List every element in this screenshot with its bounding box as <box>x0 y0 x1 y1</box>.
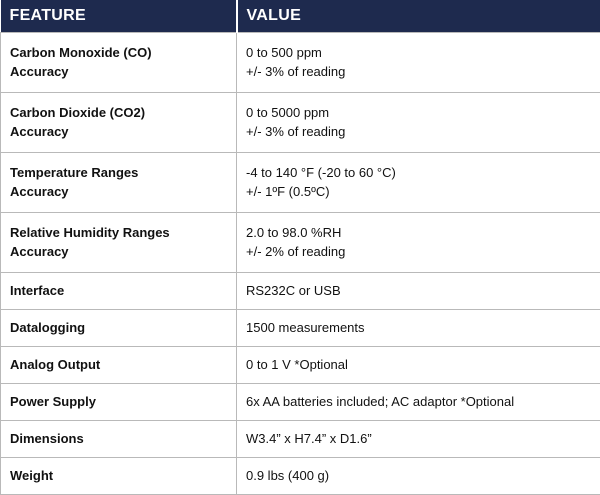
value-subtext: +/- 2% of reading <box>246 242 591 261</box>
table-header-row <box>1 0 600 32</box>
table-row <box>1 383 600 420</box>
value-text: 0 to 500 ppm <box>246 43 591 62</box>
value-cell <box>237 32 600 92</box>
value-cell: 0 to 1 V *Optional <box>237 346 600 383</box>
table-row <box>1 212 600 272</box>
feature-cell: Weight <box>1 457 237 494</box>
feature-name: Carbon Monoxide (CO) <box>10 43 227 62</box>
feature-cell: Power Supply <box>1 383 237 420</box>
value-text: 2.0 to 98.0 %RH <box>246 223 591 242</box>
table-row <box>1 32 600 92</box>
value-cell: 1500 measurements <box>237 309 600 346</box>
feature-cell <box>1 92 237 152</box>
feature-name: Relative Humidity Ranges <box>10 223 227 242</box>
feature-subname: Accuracy <box>10 122 227 141</box>
feature-subname: Accuracy <box>10 182 227 201</box>
table-row <box>1 457 600 494</box>
feature-cell: Datalogging <box>1 309 237 346</box>
feature-cell <box>1 32 237 92</box>
table-row <box>1 309 600 346</box>
table-row <box>1 346 600 383</box>
feature-subname: Accuracy <box>10 62 227 81</box>
table-row <box>1 272 600 309</box>
table-row <box>1 152 600 212</box>
value-subtext: +/- 3% of reading <box>246 62 591 81</box>
value-subtext: +/- 3% of reading <box>246 122 591 141</box>
feature-name: Carbon Dioxide (CO2) <box>10 103 227 122</box>
feature-cell: Dimensions <box>1 420 237 457</box>
value-column-header: VALUE <box>237 0 600 32</box>
value-subtext: +/- 1ºF (0.5ºC) <box>246 182 591 201</box>
value-text: -4 to 140 °F (-20 to 60 °C) <box>246 163 591 182</box>
feature-cell <box>1 152 237 212</box>
table-row <box>1 420 600 457</box>
value-cell <box>237 152 600 212</box>
value-cell: 6x AA batteries included; AC adaptor *Optional <box>237 383 600 420</box>
value-cell: 0.9 lbs (400 g) <box>237 457 600 494</box>
value-cell: RS232C or USB <box>237 272 600 309</box>
feature-cell: Analog Output <box>1 346 237 383</box>
value-text: 0 to 5000 ppm <box>246 103 591 122</box>
value-cell <box>237 212 600 272</box>
value-cell <box>237 92 600 152</box>
feature-cell: Interface <box>1 272 237 309</box>
feature-subname: Accuracy <box>10 242 227 261</box>
feature-name: Temperature Ranges <box>10 163 227 182</box>
feature-column-header: FEATURE <box>1 0 237 32</box>
value-cell: W3.4” x H7.4” x D1.6” <box>237 420 600 457</box>
table-row <box>1 92 600 152</box>
feature-cell <box>1 212 237 272</box>
